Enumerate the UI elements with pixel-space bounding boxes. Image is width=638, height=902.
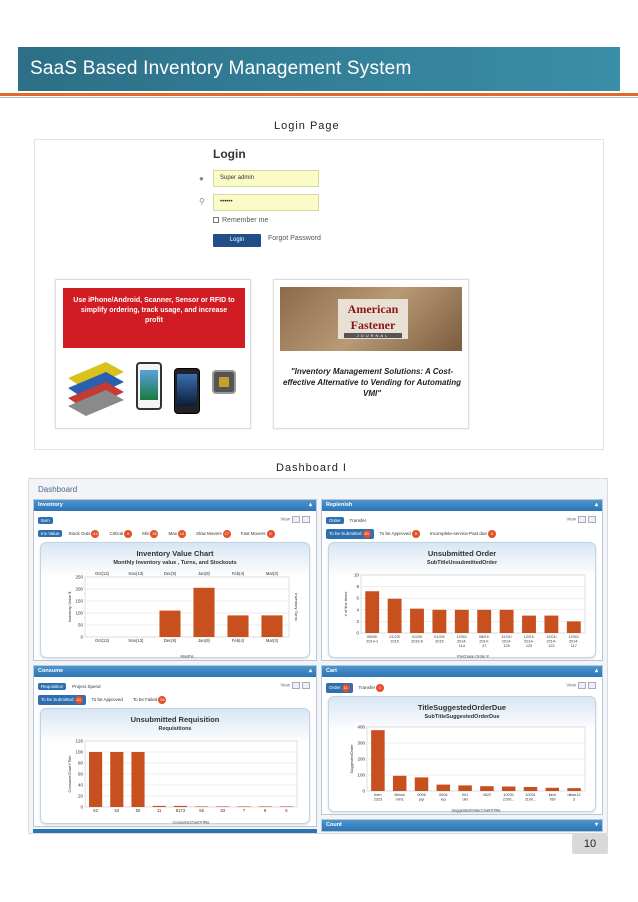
logo-strip: JOURNAL bbox=[344, 333, 402, 338]
count-badge: 5 bbox=[412, 530, 420, 538]
y-tick-label: 100 bbox=[75, 749, 83, 755]
y-tick-label: 0 bbox=[80, 804, 83, 810]
banner-title: SaaS Based Inventory Management System bbox=[30, 58, 412, 79]
cart-chart-subtitle: SubTitleSuggestedOrderDue bbox=[424, 714, 500, 720]
bar[interactable] bbox=[153, 806, 166, 807]
x-tick-label: 52 bbox=[93, 808, 98, 813]
x-tick-label: Feb(4) bbox=[231, 638, 245, 643]
inventory-chart-card bbox=[40, 542, 310, 658]
x-tick-label-top: Nov(13) bbox=[128, 571, 144, 576]
view-label: View bbox=[566, 516, 576, 522]
consume-subtab-label: To be Approved bbox=[91, 697, 123, 702]
x-tick-label: 10031 2100... bbox=[524, 793, 537, 802]
bar[interactable] bbox=[480, 786, 494, 791]
inventory-subtab-label: Fast Movers bbox=[240, 531, 266, 536]
x-tick-label: 55 bbox=[199, 808, 204, 813]
y-tick-label: 10 bbox=[353, 572, 359, 578]
y-tick-label: 200 bbox=[75, 586, 83, 592]
y-axis-label: SuggestedOrder bbox=[349, 744, 354, 774]
bar[interactable] bbox=[477, 610, 491, 633]
replenish-tab-0[interactable] bbox=[326, 517, 344, 524]
y-tick-label: 200 bbox=[357, 756, 365, 762]
count-badge: 6 bbox=[124, 530, 132, 538]
consume-tab-label: Requisition bbox=[41, 684, 64, 689]
remember-checkbox[interactable] bbox=[213, 217, 219, 223]
x-tick-label: Below min1 bbox=[394, 793, 405, 802]
replenish-chart-title: Unsubmitted Order bbox=[427, 549, 497, 558]
bar-chart-view-icon[interactable] bbox=[292, 682, 300, 689]
bar[interactable] bbox=[159, 611, 180, 637]
cart-header-label: Cart bbox=[326, 668, 338, 674]
x-tick-label: dkwe12 3 bbox=[567, 793, 581, 802]
replenish-header-label: Replenish bbox=[326, 502, 353, 508]
consume-tab-0[interactable] bbox=[38, 683, 66, 690]
x-tick-label: 12/01/ 2014-122 bbox=[546, 635, 557, 648]
cart-tab-1[interactable] bbox=[357, 683, 387, 693]
promo-devices bbox=[55, 279, 251, 429]
logo-line2: Fastener bbox=[350, 318, 396, 332]
x-tick-label: item 789 bbox=[548, 793, 556, 802]
y-tick-label: 50 bbox=[77, 622, 83, 628]
cart-chart-title: TitleSuggestedOrderDue bbox=[417, 703, 507, 712]
consume-header-label: Consume bbox=[38, 668, 64, 674]
x-tick-label: 05/05/ 2014-1 bbox=[366, 635, 379, 644]
consume-subtabs bbox=[38, 695, 174, 705]
grid-view-icon[interactable] bbox=[302, 516, 310, 523]
unsubmitted-requisition-chart bbox=[41, 733, 311, 825]
replenish-chart-subtitle: SubTitleUnsubmittedOrder bbox=[426, 560, 498, 566]
y-tick-label: 120 bbox=[75, 738, 83, 744]
count-panel-header[interactable] bbox=[322, 820, 602, 831]
login-section-label: Login Page bbox=[274, 120, 340, 132]
bin-rack-image bbox=[66, 358, 126, 416]
x-tick-label: Jan(9) bbox=[198, 638, 210, 643]
count-badge: 1 bbox=[376, 684, 384, 692]
bar[interactable] bbox=[110, 752, 123, 807]
accent-rule bbox=[0, 93, 638, 96]
y-tick-label: 60 bbox=[77, 771, 83, 777]
inventory-value-chart bbox=[41, 567, 311, 659]
collapse-icon[interactable]: ▴ bbox=[594, 502, 598, 508]
x-axis-label: ConsumeChartXTitle bbox=[172, 819, 210, 825]
y-tick-label: 100 bbox=[75, 610, 83, 616]
x-tick-label: 53 bbox=[114, 808, 120, 813]
login-button[interactable]: Login bbox=[213, 234, 261, 247]
x-tick-label: 0006 pqr bbox=[417, 793, 426, 802]
count-badge: 30 bbox=[364, 531, 369, 536]
x-tick-label: 10031 2100... bbox=[502, 793, 515, 802]
unsubmitted-order-chart bbox=[329, 567, 597, 659]
inventory-panel-header[interactable] bbox=[34, 500, 316, 511]
consume-chart-card bbox=[40, 708, 310, 824]
inventory-header-label: Inventory bbox=[38, 502, 63, 508]
key-icon: ⚲ bbox=[199, 197, 205, 206]
suggested-order-chart bbox=[329, 721, 597, 813]
bar[interactable] bbox=[131, 752, 144, 807]
cart-tab-label: Order bbox=[329, 685, 341, 690]
inventory-panel bbox=[33, 499, 317, 661]
count-header-label: Count bbox=[326, 822, 342, 828]
x-tick-label: 8173 bbox=[175, 808, 186, 813]
view-label: View bbox=[280, 516, 290, 522]
count-badge: 17 bbox=[224, 531, 229, 536]
x-tick-label: 0006 xyz bbox=[439, 793, 448, 802]
android-image bbox=[174, 368, 200, 414]
consume-subtab-label: To be Submitted bbox=[41, 697, 74, 702]
y-tick-label: 40 bbox=[77, 782, 83, 788]
x-tick-label: Nov(13) bbox=[128, 638, 144, 643]
consume-chart-subtitle: Requisitions bbox=[158, 726, 192, 732]
bar[interactable] bbox=[227, 615, 248, 637]
y-tick-label: 4 bbox=[356, 607, 359, 613]
replenish-tab-label: Order bbox=[329, 518, 341, 523]
collapse-icon[interactable]: ▴ bbox=[308, 668, 312, 674]
count-badge: 14 bbox=[179, 531, 185, 536]
collapse-icon[interactable]: ▴ bbox=[594, 668, 598, 674]
consume-subtab-0[interactable] bbox=[38, 695, 86, 705]
replenish-subtab-1[interactable] bbox=[378, 529, 422, 539]
inventory-subtab-label: Stock Outs bbox=[68, 531, 91, 536]
bar[interactable] bbox=[544, 616, 558, 633]
tab-item[interactable]: Item bbox=[38, 517, 53, 524]
y-axis-label: ConsumeChartYTitle bbox=[67, 755, 72, 793]
bar[interactable] bbox=[216, 806, 229, 807]
view-toggle[interactable] bbox=[566, 516, 596, 523]
count-badge: 6 bbox=[488, 530, 496, 538]
bar[interactable] bbox=[237, 806, 250, 807]
bar[interactable] bbox=[458, 785, 472, 791]
consume-tab-label: Project Spend bbox=[72, 684, 101, 689]
sensor-image bbox=[212, 370, 236, 394]
article-quote: "Inventory Management Solutions: A Cost-effective Alternative to Vending for Automating VMI" bbox=[282, 367, 462, 398]
y-tick-label: 400 bbox=[357, 724, 365, 730]
inventory-chart-title: Inventory Value Chart bbox=[136, 549, 214, 558]
view-label: View bbox=[566, 682, 576, 688]
divider bbox=[0, 97, 638, 98]
count-badge: 10 bbox=[76, 697, 81, 702]
inventory-subtab-label: Inv Value bbox=[41, 531, 60, 536]
american-fastener-logo bbox=[338, 299, 408, 339]
replenish-tabs bbox=[326, 517, 374, 524]
replenish-subtab-label: To be Approved bbox=[379, 531, 411, 536]
x-tick-label: Oct(13) bbox=[95, 638, 109, 643]
bar[interactable] bbox=[546, 788, 560, 791]
bar[interactable] bbox=[567, 788, 581, 791]
y-tick-label: 8 bbox=[356, 584, 359, 590]
replenish-chart-card bbox=[328, 542, 596, 658]
y-tick-label: 80 bbox=[77, 760, 83, 766]
replenish-tab-label: Transfer bbox=[349, 518, 367, 523]
y-axis-right-label: Inventory Turns bbox=[294, 593, 299, 621]
x-tick-label: Item 2323 bbox=[373, 793, 383, 802]
bar[interactable] bbox=[502, 787, 516, 791]
inventory-subtab-label: Max bbox=[168, 531, 177, 536]
dashboard-screenshot bbox=[28, 478, 608, 834]
username-field[interactable]: Super admin bbox=[213, 170, 319, 187]
bar[interactable] bbox=[193, 588, 214, 637]
x-tick-label: 11 bbox=[157, 808, 162, 813]
bar[interactable] bbox=[280, 806, 293, 807]
consume-panel bbox=[33, 665, 317, 827]
consume-subtab-1[interactable] bbox=[90, 696, 125, 703]
bar[interactable] bbox=[365, 591, 379, 633]
bar[interactable] bbox=[371, 730, 385, 791]
forgot-password-link[interactable]: Forgot Password bbox=[268, 235, 321, 242]
cart-chart-card bbox=[328, 696, 596, 812]
x-tick-label: Dec(9) bbox=[163, 638, 177, 643]
x-tick-label: 01/29/ 2015 bbox=[434, 635, 445, 644]
bar[interactable] bbox=[437, 785, 451, 791]
replenish-subtab-label: Incomplete-service-Past due bbox=[429, 531, 487, 536]
replenish-subtab-label: To be Submitted bbox=[329, 531, 362, 536]
promo-article bbox=[273, 279, 469, 429]
bar[interactable] bbox=[432, 610, 446, 633]
page-number: 10 bbox=[572, 834, 608, 854]
bar[interactable] bbox=[259, 806, 272, 807]
bar[interactable] bbox=[393, 776, 407, 791]
y-tick-label: 100 bbox=[357, 772, 365, 778]
y-tick-label: 0 bbox=[80, 634, 83, 640]
count-badge: 35 bbox=[152, 531, 157, 536]
login-screenshot bbox=[34, 139, 604, 450]
inventory-subtab-4[interactable] bbox=[166, 529, 188, 539]
cart-tabs bbox=[326, 683, 392, 693]
y-axis-label: Inventory Value $ bbox=[67, 591, 72, 623]
x-tick-label: 12/01/ 2014-117 bbox=[568, 635, 580, 648]
replenish-tab-1[interactable] bbox=[348, 517, 369, 524]
fastener-journal-banner bbox=[280, 287, 462, 351]
password-field[interactable]: •••••• bbox=[213, 194, 319, 211]
replenish-subtabs bbox=[326, 529, 504, 539]
y-axis-label: # of line items bbox=[343, 591, 348, 617]
collapse-icon[interactable]: ▴ bbox=[308, 502, 312, 508]
inventory-subtab-label: Min bbox=[142, 531, 150, 536]
cart-panel-header[interactable] bbox=[322, 666, 602, 677]
bar[interactable] bbox=[455, 610, 469, 633]
bar[interactable] bbox=[500, 610, 514, 633]
x-tick-label-top: Oct(13) bbox=[95, 571, 109, 576]
y-tick-label: 6 bbox=[356, 595, 359, 601]
user-icon: ● bbox=[199, 174, 204, 183]
consume-tabs bbox=[38, 683, 109, 690]
consume-tab-1[interactable] bbox=[70, 683, 102, 690]
y-tick-label: 0 bbox=[356, 630, 359, 636]
replenish-subtab-0[interactable] bbox=[326, 529, 374, 539]
x-tick-label: 001 def bbox=[461, 793, 469, 802]
remember-me[interactable] bbox=[213, 217, 268, 224]
replenish-panel-header[interactable] bbox=[322, 500, 602, 511]
replenish-subtab-2[interactable] bbox=[428, 529, 498, 539]
bar-chart-view-icon[interactable] bbox=[292, 516, 300, 523]
y-tick-label: 300 bbox=[357, 740, 365, 746]
x-tick-label: 8 bbox=[264, 808, 267, 813]
bar[interactable] bbox=[567, 621, 581, 633]
bar[interactable] bbox=[388, 599, 402, 633]
next-panel-edge bbox=[33, 829, 317, 833]
iphone-image bbox=[136, 362, 162, 410]
y-tick-label: 150 bbox=[75, 598, 83, 604]
count-badge: 28 bbox=[160, 697, 165, 702]
consume-panel-header[interactable] bbox=[34, 666, 316, 677]
inventory-subtab-label: Critical bbox=[109, 531, 124, 536]
x-tick-label-top: Jan(9) bbox=[198, 571, 210, 576]
dashboard-section-label: Dashboard I bbox=[276, 462, 347, 474]
x-tick-label: 12/01/ 2014-123 bbox=[523, 635, 535, 648]
login-title: Login bbox=[213, 147, 246, 161]
plot-area bbox=[85, 577, 289, 637]
bar[interactable] bbox=[195, 806, 208, 807]
view-toggle[interactable] bbox=[566, 682, 596, 689]
consume-subtab-label: To be Failed bbox=[132, 697, 158, 702]
bar-chart-view-icon[interactable] bbox=[578, 516, 586, 523]
x-tick-label-top: Dec(9) bbox=[163, 571, 177, 576]
x-tick-label: 63 bbox=[220, 808, 226, 813]
consume-subtab-2[interactable] bbox=[131, 695, 169, 705]
x-tick-label: 50 bbox=[135, 808, 141, 813]
logo-line1: American bbox=[347, 302, 399, 316]
inventory-chart-subtitle: Monthly Inventory value , Turns, and Stockouts bbox=[113, 560, 237, 566]
dashboard-title: Dashboard bbox=[38, 485, 78, 494]
x-tick-label: 4522 bbox=[482, 793, 492, 797]
count-panel bbox=[321, 819, 603, 832]
consume-chart-title: Unsubmitted Requisition bbox=[130, 715, 220, 724]
x-tick-label: 01/29/ 2015-6 bbox=[411, 635, 423, 644]
promo-devices-text: Use iPhone/Android, Scanner, Sensor or RFID to simplify ordering, track usage, and increase profit bbox=[63, 288, 245, 348]
inventory-subtab-6[interactable] bbox=[239, 529, 277, 539]
view-label: View bbox=[280, 682, 290, 688]
inventory-subtab-label: Slow Movers bbox=[196, 531, 222, 536]
count-badge: 44 bbox=[93, 531, 98, 536]
remember-label: Remember me bbox=[222, 217, 269, 224]
bar[interactable] bbox=[174, 806, 187, 807]
bar[interactable] bbox=[89, 752, 102, 807]
bar[interactable] bbox=[415, 777, 429, 791]
x-tick-label-top: Mar(3) bbox=[265, 571, 279, 576]
x-tick-label: 01/23/ 2015 bbox=[389, 635, 400, 644]
x-axis-label: Months bbox=[180, 653, 194, 659]
cart-tab-0[interactable] bbox=[326, 683, 353, 693]
cart-tab-label: Transfer bbox=[358, 685, 376, 690]
grid-view-icon[interactable] bbox=[588, 682, 596, 689]
y-tick-label: 2 bbox=[356, 618, 359, 624]
expand-icon[interactable]: ▾ bbox=[594, 822, 598, 828]
x-tick-label: 08/01/ 2014-47 bbox=[478, 635, 490, 648]
inventory-subtab-2[interactable] bbox=[107, 529, 134, 539]
x-tick-label: 7 bbox=[242, 808, 246, 813]
y-tick-label: 20 bbox=[77, 793, 83, 799]
count-badge: 11 bbox=[343, 685, 348, 690]
view-toggle[interactable] bbox=[280, 682, 310, 689]
x-tick-label: Mar(3) bbox=[265, 638, 279, 643]
bar[interactable] bbox=[524, 787, 538, 791]
view-toggle[interactable] bbox=[280, 516, 310, 523]
bar[interactable] bbox=[522, 616, 536, 633]
bar-chart-view-icon[interactable] bbox=[578, 682, 586, 689]
inventory-subtab-3[interactable] bbox=[140, 529, 160, 539]
count-badge: 8 bbox=[267, 530, 275, 538]
x-tick-label: 5 bbox=[285, 808, 288, 813]
x-tick-label: 12/01/ 2014-125 bbox=[501, 635, 512, 648]
cart-panel bbox=[321, 665, 603, 815]
bar[interactable] bbox=[410, 609, 424, 633]
grid-view-icon[interactable] bbox=[302, 682, 310, 689]
inventory-subtab-0[interactable] bbox=[38, 530, 62, 537]
x-axis-label: SuggestedOrderChartXTitle bbox=[451, 807, 501, 813]
grid-view-icon[interactable] bbox=[588, 516, 596, 523]
inventory-subtab-1[interactable] bbox=[66, 529, 101, 539]
bar[interactable] bbox=[261, 615, 282, 637]
replenish-panel bbox=[321, 499, 603, 661]
inventory-subtabs bbox=[38, 529, 283, 539]
x-tick-label-top: Feb(4) bbox=[231, 571, 245, 576]
title-banner bbox=[18, 47, 620, 91]
y-tick-label: 250 bbox=[75, 574, 83, 580]
inventory-tabs bbox=[38, 517, 57, 524]
inventory-subtab-5[interactable] bbox=[194, 529, 233, 539]
x-axis-label: Purchase Order # bbox=[457, 653, 489, 659]
x-tick-label: 12/01/ 2014-114 bbox=[456, 635, 468, 648]
y-tick-label: 0 bbox=[362, 788, 365, 794]
